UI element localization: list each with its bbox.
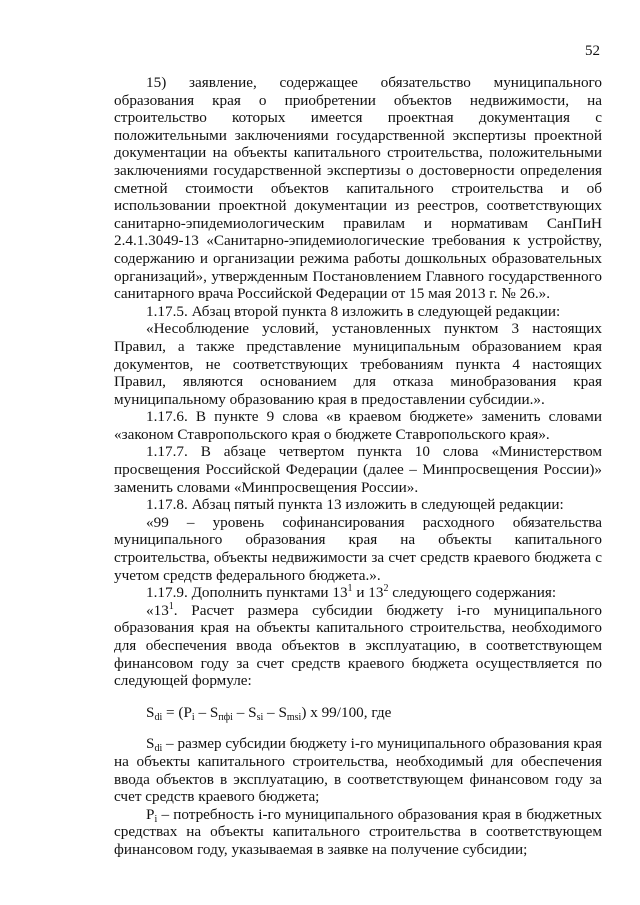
pi-symbol: P <box>146 805 155 823</box>
document-body <box>114 74 602 859</box>
formula-minus3: – S <box>263 703 287 721</box>
paragraph-1-17-9-post: следующего содержания: <box>388 584 557 602</box>
paragraph-1-17-7: 1.17.7. В абзаце четвертом пункта 10 слова «Министерством просвещения Российской Федерации (далее – Минпросвещения России)» заменить словами «Минпросвещения России». <box>114 443 602 496</box>
formula-s-sub: di <box>154 711 163 723</box>
pi-subscript: i <box>154 813 158 825</box>
formula-minus1: – S <box>194 703 219 721</box>
superscript-1: 1 <box>347 583 353 595</box>
formula-s4-sub: msi <box>286 711 302 723</box>
page-number: 52 <box>585 43 600 59</box>
formula-eq-open: = (P <box>162 703 192 721</box>
formula-s2-sub: пфi <box>218 711 233 723</box>
paragraph-13-1-pre: «13 <box>146 601 169 619</box>
paragraph-1-17-9-mid: и 13 <box>352 584 384 602</box>
paragraph-1-17-9-pre: 1.17.9. Дополнить пунктами 13 <box>146 584 348 602</box>
paragraph-13-1 <box>114 602 602 690</box>
paragraph-item-15: 15) заявление, содержащее обязательство муниципального образования края о приобретении объектов недвижимости, на строительство которых имеется проектная документация с положительными заключениями государственной экспертизы проектной документации на объекты капитального строительства, положительными заключениями государственной экспертизы о достоверности определения сметной стоимости объектов капитального строительства и об использовании проектной документации из реестров, соответствующих санитарно-эпидемиологическим правилам и нормативам СанПиН 2.4.1.3049-13 «Санитарно-эпидемиологические требования к устройству, содержанию и организации режима работы дошкольных образовательных организаций», утвержденным Постановлением Главного государственного санитарного врача Российской Федерации от 15 мая 2013 г. № 26.». <box>114 74 602 303</box>
formula-tail: ) x 99/100, где <box>301 703 392 721</box>
paragraph-1-17-9 <box>114 584 602 602</box>
formula-s3-sub: si <box>256 711 264 723</box>
pi-text: – потребность i-го муниципального образования края в бюджетных средствах на объекты капитального строительства в соответствующем финансовом году, указываемая в заявке на получение субсидии; <box>114 805 602 858</box>
sdi-subscript: di <box>154 743 163 755</box>
superscript-2: 2 <box>383 583 389 595</box>
paragraph-1-17-5: 1.17.5. Абзац второй пункта 8 изложить в следующей редакции: <box>146 302 561 320</box>
paragraph-pi-definition <box>114 806 602 859</box>
paragraph-quote-nonfulfillment: «Несоблюдение условий, установленных пунктом 3 настоящих Правил, а также представление муниципальным образованием края документов, не соответствующих требованиям пункта 4 настоящих Правил, являются основанием для отказа минобразования края муниципальному образованию края в предоставлении субсидии.». <box>114 320 602 408</box>
paragraph-13-1-text: . Расчет размера субсидии бюджету i-го муниципального образования края на объекты капитального строительства, необходимого для обеспечения ввода объектов в эксплуатацию, в соответствующем финансовом году за счет средств краевого бюджета осуществляется по следующей формуле: <box>114 601 602 690</box>
formula-line <box>146 704 602 722</box>
superscript-13-1: 1 <box>168 600 174 612</box>
formula-s: S <box>146 703 155 721</box>
formula-minus2: – S <box>232 703 257 721</box>
paragraph-1-17-8: 1.17.8. Абзац пятый пункта 13 изложить в следующей редакции: <box>146 496 564 514</box>
sdi-text: – размер субсидии бюджету i-го муниципального образования края на объекты капитального строительства, необходимый для обеспечения ввода объектов в эксплуатацию, в соответствующем финансовом году за счет средств краевого бюджета; <box>114 735 602 806</box>
sdi-symbol: S <box>146 735 155 753</box>
paragraph-quote-99: «99 – уровень софинансирования расходного обязательства муниципального образования края на объекты капитального строительства, объекты недвижимости за счет средств краевого бюджета с учетом средств федерального бюджета.». <box>114 513 602 584</box>
paragraph-1-17-6: 1.17.6. В пункте 9 слова «в краевом бюджете» заменить словами «законом Ставропольского края о бюджете Ставропольского края». <box>114 408 602 443</box>
paragraph-sdi-definition <box>114 735 602 805</box>
formula-p-sub: i <box>191 711 195 723</box>
